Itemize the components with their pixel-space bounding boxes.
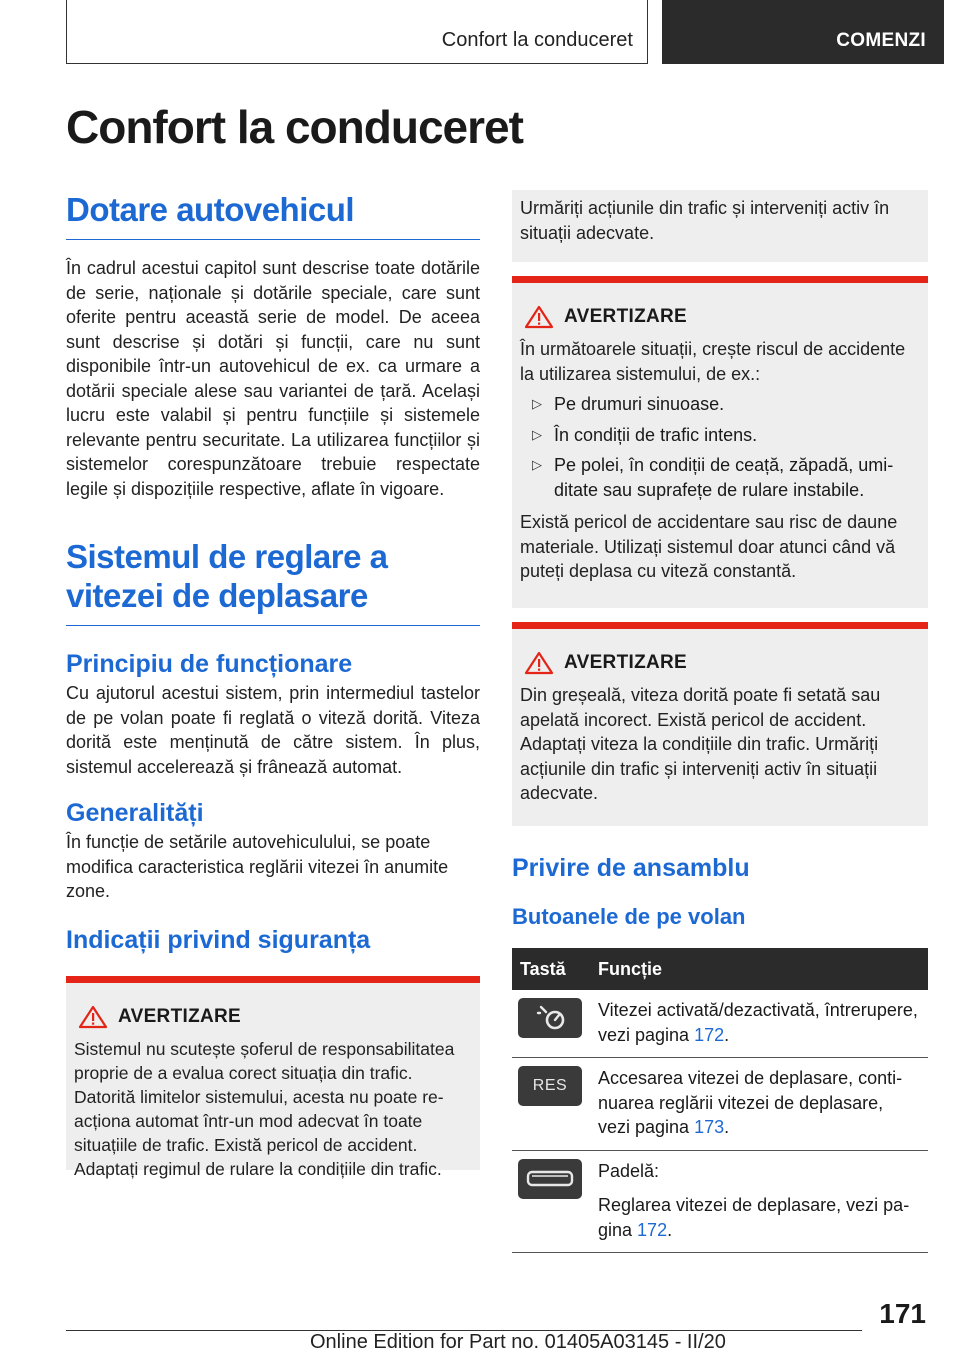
chapter-tab xyxy=(662,0,944,64)
page-number: 171 xyxy=(879,1298,926,1329)
left-column xyxy=(66,190,480,1179)
section-title-dotare: Dotare autovehicul xyxy=(66,190,480,240)
warning-box-3 xyxy=(512,622,928,826)
right-column xyxy=(512,190,928,1253)
footer-edition: Online Edition for Part no. 01405A03145 - II/20 xyxy=(310,1331,726,1353)
list-item: ▷ Pe polei, în condiții de ceață, zăpadă, umiditate sau suprafețe de rulare instabile. xyxy=(532,455,894,500)
bullet-triangle-icon: ▷ xyxy=(532,426,542,442)
page-link[interactable]: 172 xyxy=(694,1024,725,1045)
chapter-tab-label: COMENZI xyxy=(836,30,926,51)
warning-triangle-icon xyxy=(524,651,554,675)
warning-heading xyxy=(78,1005,472,1029)
rocker-paddle-icon xyxy=(518,1159,582,1199)
subsection-title-generalitati: Generalități xyxy=(66,799,204,827)
section-title-sistem: Sistemul de reglare a vitezei de deplasare xyxy=(66,537,480,626)
principiu-body: Cu ajutorul acestui sistem, prin intermediul tastelor de pe volan poate fi reglată o viteză dorită. Viteza dorită este menținută de către sistem. În plus, sistemul accelerează și frânează automat. xyxy=(66,683,480,777)
warning-heading xyxy=(524,305,920,329)
res-button-icon: RES xyxy=(518,1066,582,1106)
page-title: Confort la conduceret xyxy=(66,101,523,153)
paddle-label: Padelă: xyxy=(598,1160,660,1181)
subsection-title-siguranta: Indicații privind siguranța xyxy=(66,925,371,954)
warning-box-2 xyxy=(512,276,928,608)
bullet-triangle-icon: ▷ xyxy=(532,457,542,472)
bullet-triangle-icon: ▷ xyxy=(532,396,542,411)
running-header-title: Confort la conduceret xyxy=(441,29,633,51)
page-link[interactable]: 173 xyxy=(694,1117,725,1137)
warning-label: AVERTIZARE xyxy=(564,306,687,327)
list-item: ▷ În condiții de trafic intens. xyxy=(520,423,920,448)
warning-label: AVERTIZARE xyxy=(564,652,687,673)
warning-box-1 xyxy=(66,976,480,1179)
warning-2-intro: În următoarele situații, crește riscul de accidente la utilizarea sistemului, de ex.: xyxy=(520,339,906,384)
subsection-title-overview: Privire de ansamblu xyxy=(512,854,750,882)
list-item: ▷ Pe drumuri sinuoase. xyxy=(520,392,920,417)
warning-2-list xyxy=(520,392,920,502)
buttons-table xyxy=(512,948,928,1253)
warning-triangle-icon xyxy=(524,305,554,329)
warning-box-1-continued xyxy=(512,190,928,262)
table-row: Padelă: Reglarea vitezei de deplasare, vezi pagina 172. xyxy=(512,1150,928,1253)
warning-1-body: Sistemul nu scutește șoferul de responsabilitatea proprie de a evalua corect situația din trafic. Datorită limitelor sistemului, acesta nu poate reacționa automat într-un mod adecvat în toate situațiile de trafic. Există pericol de accident. Adaptați regimul de rulare la condițiile din trafic. xyxy=(74,1038,455,1179)
warning-1-continued-body: Urmăriți acțiunile din trafic și interveniți activ în situații adecvate. xyxy=(520,198,890,243)
column-header-key: Tastă xyxy=(512,948,590,990)
cruise-control-icon xyxy=(518,998,582,1038)
dotare-body: În cadrul acestui capitol sunt descrise toate dotările de serie, naționale și dotările speciale, care sunt oferite pentru această serie de model. De aceea sunt descrise și dotări și funcții, care nu sunt disponibile într-un autovehicul de ex. ca urmare a dotării speciale alese sau variantei de țară. Același lucru este valabil și pentru funcțiile și sistemele relevante pentru securitate. La utilizarea funcțiilor și sistemelor corespunzătoare trebuie respectate legile și dispozițiile respective, aflate în vigoare. xyxy=(66,258,480,499)
subsection-title-buttons: Butoanele de pe volan xyxy=(512,904,746,929)
table-header-row xyxy=(512,948,928,990)
table-row: RES Accesarea vitezei de deplasare, continuarea reglării vitezei de deplasare, vezi pagina 173. xyxy=(512,1058,928,1151)
warning-2-outro: Există pericol de accidentare sau risc de daune materiale. Utilizați sistemul doar atunci când vă puteți deplasa cu viteză constantă. xyxy=(520,512,898,581)
running-header xyxy=(66,0,648,64)
subsection-title-principiu: Principiu de funcționare xyxy=(66,650,353,678)
table-row: Vitezei activată/dezactivată, întrerupere, vezi pagina 172. xyxy=(512,990,928,1058)
warning-label: AVERTIZARE xyxy=(118,1005,241,1027)
column-header-function: Funcție xyxy=(590,948,928,990)
generalitati-body: În funcție de setările autovehiculului, se poate modifica caracteristica reglării vitezei în anumite zone. xyxy=(66,832,449,901)
page-link[interactable]: 172 xyxy=(637,1219,668,1240)
warning-3-body: Din greșeală, viteza dorită poate fi setată sau apelată incorect. Există pericol de accident. Adaptați viteza la condițiile din trafic. Urmăriți acțiunile din trafic și interveniți activ în situații adecvate. xyxy=(520,685,881,803)
warning-heading xyxy=(524,651,920,675)
warning-triangle-icon xyxy=(78,1005,108,1029)
